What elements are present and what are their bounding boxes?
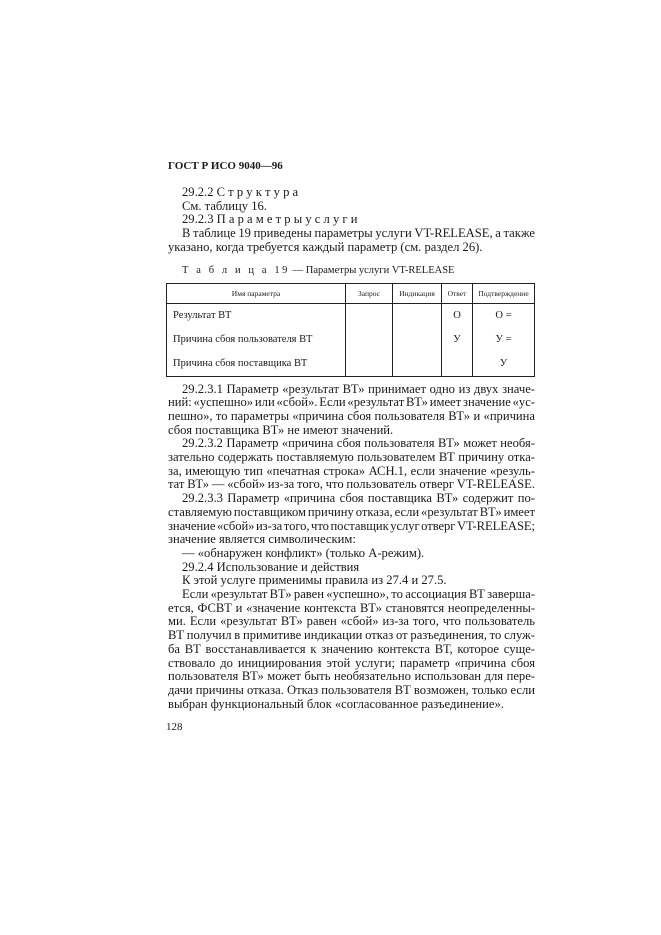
text-line: значение является символическим:: [168, 532, 356, 547]
intro-text: [168, 186, 535, 255]
text-line: 29.2.3 П а р а м е т р ы у с л у г и: [182, 212, 358, 227]
table-row: [167, 303, 535, 328]
column-header: Индикация: [393, 283, 442, 303]
table-cell: [442, 352, 473, 377]
document-header: ГОСТ Р ИСО 9040—96: [168, 160, 283, 172]
table-caption: [168, 264, 535, 278]
table-caption-text: — Параметры услуги VT-RELEASE: [290, 264, 455, 276]
text-line: пешно», то параметры «причина сбоя пользователя ВТ» и «причина: [168, 408, 535, 423]
document-page: [168, 159, 535, 734]
text-line: значение «сбой» из-за того, что поставщик услуг отверг VT-RELEASE;: [168, 518, 535, 533]
text-line: 29.2.3.3 Параметр «причина сбоя поставщика ВТ» содержит по-: [182, 491, 535, 506]
table-cell: О: [442, 303, 473, 328]
text-line: сбоя поставщика ВТ» не имеют значений.: [168, 422, 394, 437]
table-cell: О =: [473, 303, 535, 328]
text-line: — «обнаружен конфликт» (только А-режим).: [182, 545, 425, 560]
table-cell: У =: [473, 328, 535, 352]
text-line: 29.2.3.2 Параметр «причина сбоя пользователя ВТ» может необя-: [182, 436, 535, 451]
table-cell: Результат ВТ: [167, 303, 346, 328]
table-cell: [346, 352, 393, 377]
table-cell: [393, 303, 442, 328]
text-line: ний: «успешно» или «сбой». Если «результат ВТ» имеет значение «ус-: [168, 395, 535, 410]
column-header: Имя параметра: [167, 283, 346, 303]
text-line: 29.2.3.1 Параметр «результат ВТ» принимает одно из двух значе-: [182, 381, 535, 396]
table-cell: [393, 352, 442, 377]
text-line: выбран функциональный блок «согласованное разъединение».: [168, 696, 504, 711]
table-cell: Причина сбоя поставщика ВТ: [167, 352, 346, 377]
table-cell: [346, 303, 393, 328]
table-row: [167, 352, 535, 377]
text-line: за, имеющую тип «печатная строка» АСН.1, если значение «резуль-: [168, 463, 535, 478]
text-line: ствовало до инициирования этой услуги; параметр «причина сбоя: [168, 655, 535, 670]
table-cell: У: [442, 328, 473, 352]
text-line: ется, ФСВТ и «значение контекста ВТ» становятся неопределенны-: [168, 600, 535, 615]
text-line: 29.2.4 Использование и действия: [182, 559, 360, 574]
text-line: ставляемую поставщиком причину отказа, если «результат ВТ» имеет: [168, 504, 535, 519]
text-line: пользователя ВТ» может быть необязательно использован для пере-: [168, 669, 535, 684]
text-line: дачи причины отказа. Отказ пользователя ВТ возможен, только если: [168, 682, 535, 697]
text-line: Если «результат ВТ» равен «успешно», то ассоциация ВТ заверша-: [182, 587, 535, 602]
text-line: тат ВТ» — «сбой» из-за того, что пользователь отверг VT-RELEASE.: [168, 477, 535, 492]
column-header: Подтверждение: [473, 283, 535, 303]
parameters-table: [166, 283, 535, 377]
table-cell: [346, 328, 393, 352]
text-line: зательно содержать поставляемую пользователем ВТ причину отка-: [168, 450, 535, 465]
text-line: К этой услуге применимы правила из 27.4 и 27.5.: [182, 573, 447, 588]
text-line: 29.2.2 С т р у к т у р а: [182, 185, 299, 199]
table-cell: [393, 328, 442, 352]
column-header: Запрос: [346, 283, 393, 303]
table-cell: Причина сбоя пользователя ВТ: [167, 328, 346, 352]
table-row: [167, 328, 535, 352]
text-line: ми. Если «результат ВТ» равен «сбой» из-за того, что пользователь: [168, 614, 535, 629]
text-line: указано, когда требуется каждый параметр (см. раздел 26).: [168, 239, 483, 254]
text-line: В таблице 19 приведены параметры услуги VT-RELEASE, а также: [182, 226, 535, 241]
text-line: ВТ получил в примитиве индикации отказ от разъединения, то служ-: [168, 628, 535, 643]
text-line: ба ВТ восстанавливается к значению контекста ВТ, которое суще-: [168, 641, 535, 656]
table-caption-label: Т а б л и ц а 19: [182, 264, 291, 276]
column-header: Ответ: [442, 283, 473, 303]
text-line: См. таблицу 16.: [182, 198, 267, 213]
table-cell: У: [473, 352, 535, 377]
page-number: 128: [166, 721, 183, 734]
body-text: [168, 383, 535, 712]
